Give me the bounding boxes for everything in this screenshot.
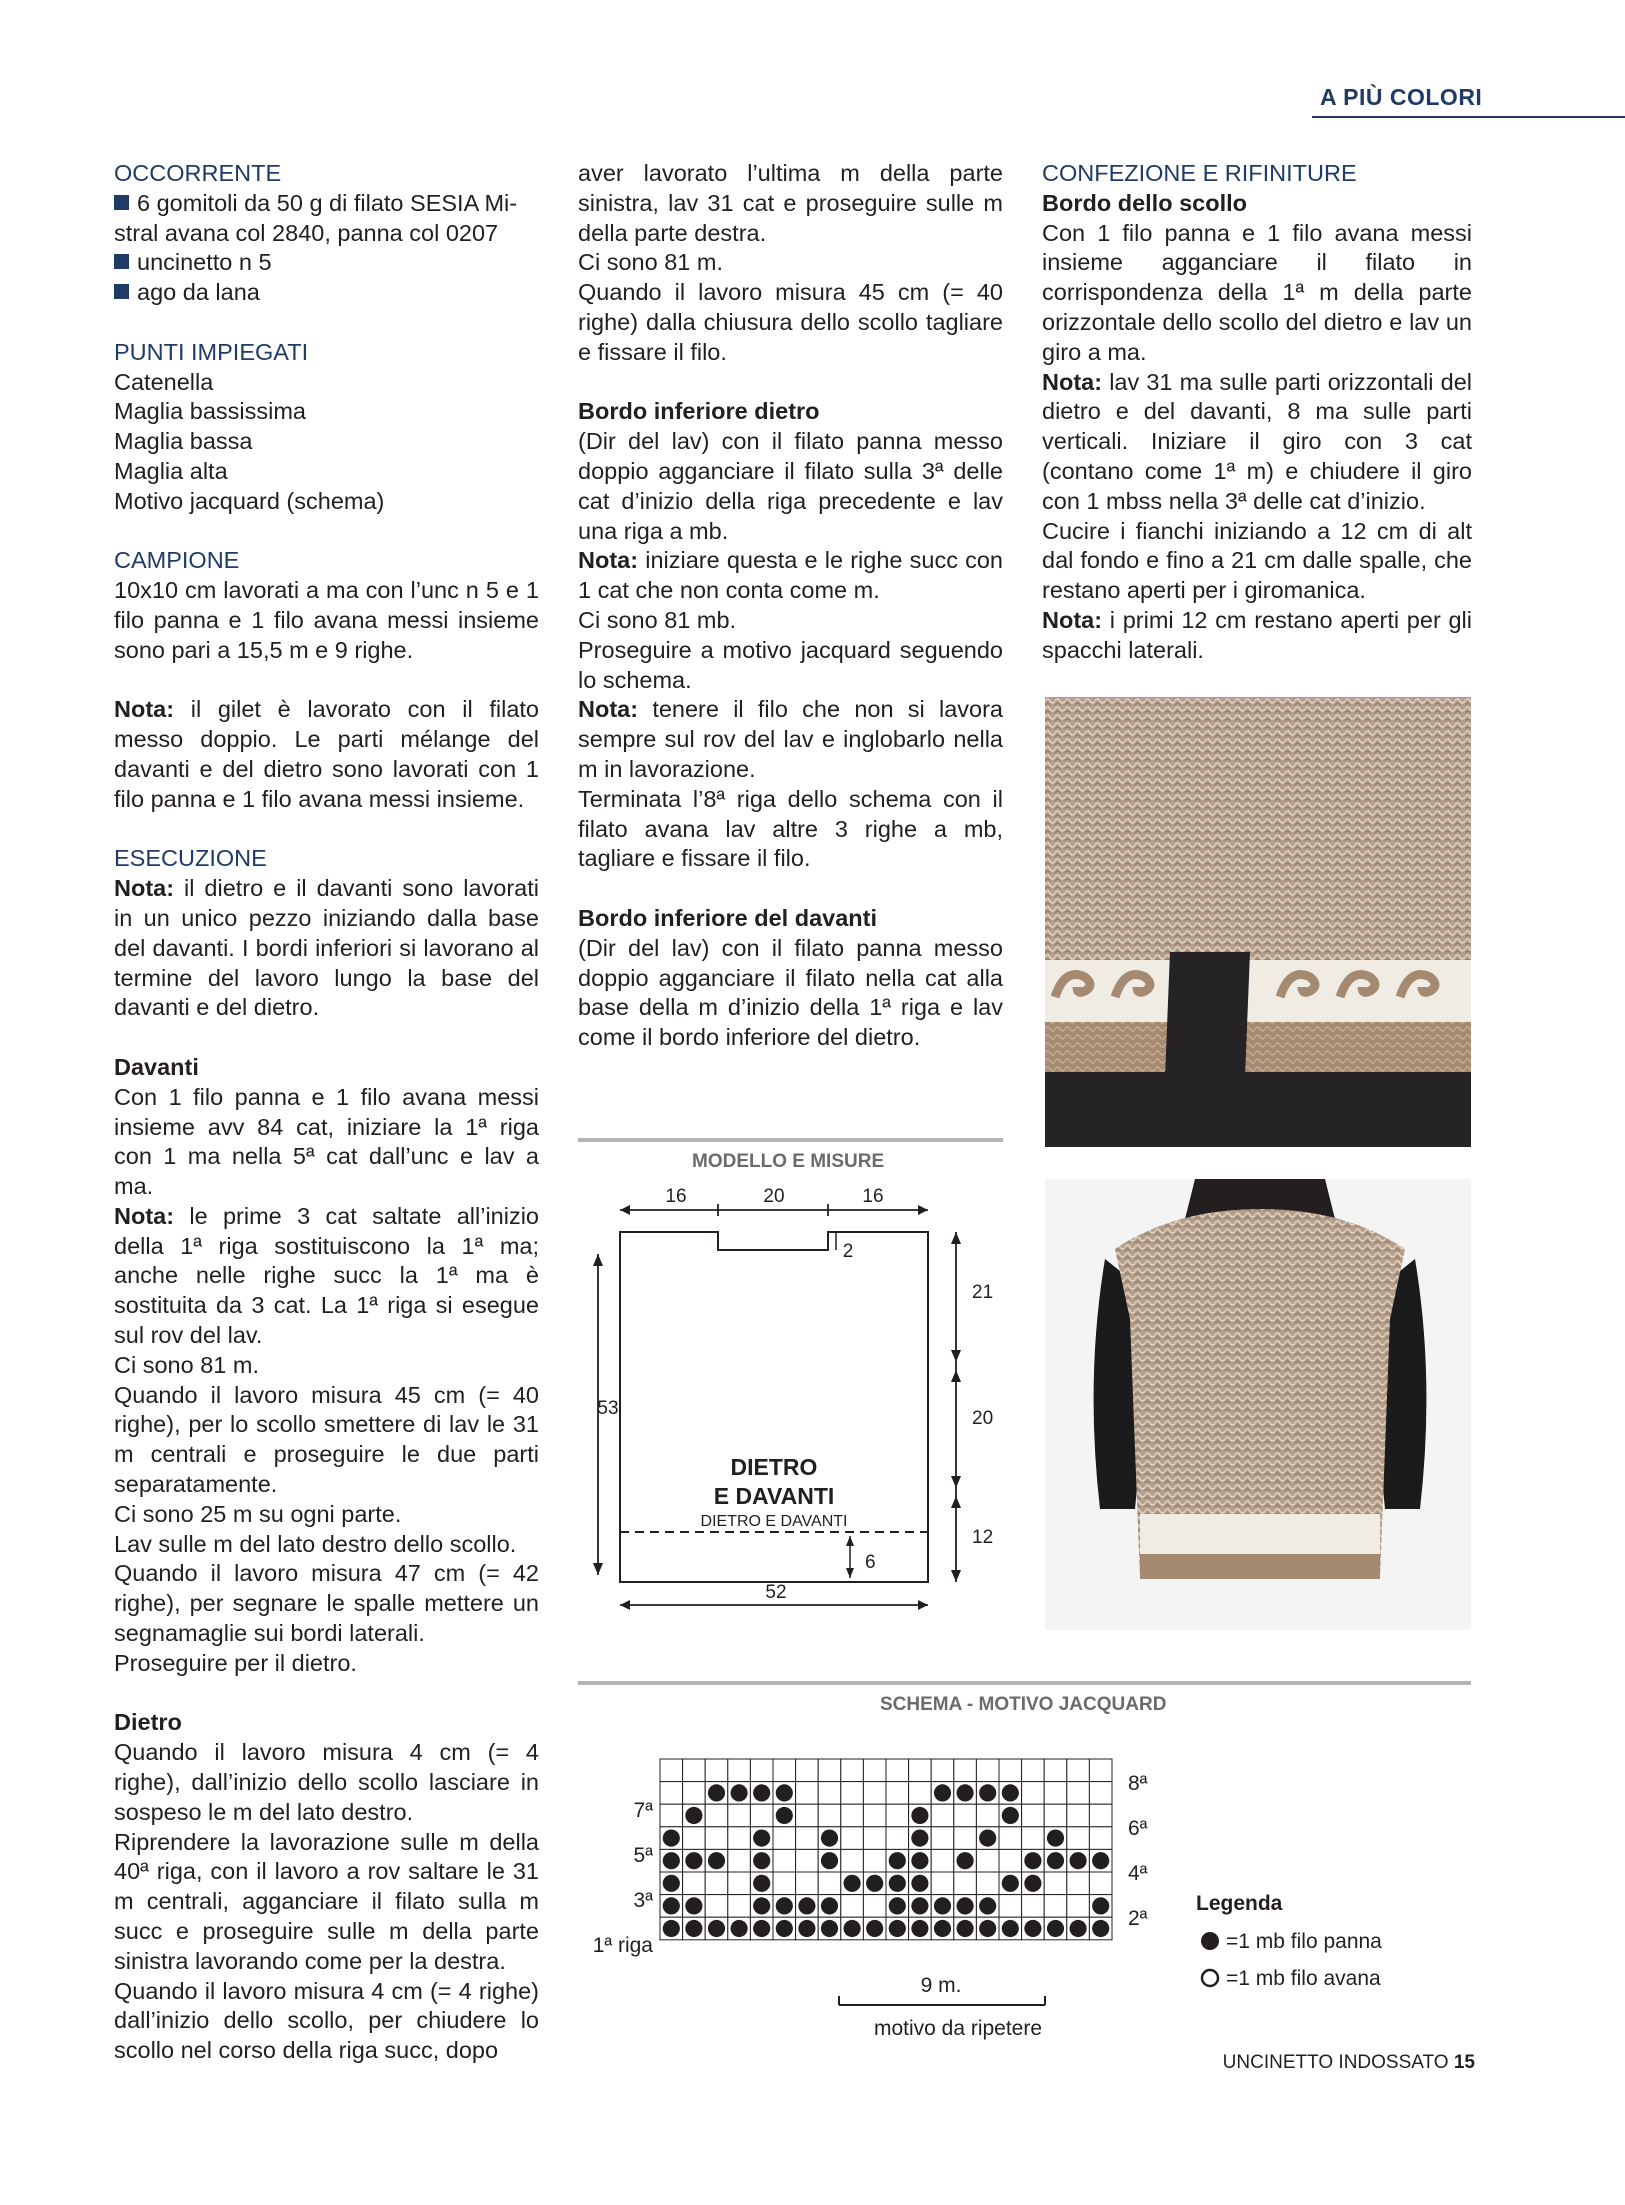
stitch-dot xyxy=(753,1852,770,1869)
piece-label-2: E DAVANTI xyxy=(713,1483,835,1509)
stitch-dot xyxy=(844,1875,861,1892)
paragraph: Ci sono 81 m. xyxy=(114,1351,259,1378)
stitch-dot xyxy=(957,1920,974,1937)
stitch-dot xyxy=(685,1807,702,1824)
stitch-dot xyxy=(753,1897,770,1914)
grid-cell xyxy=(954,1804,977,1827)
heading-occorrente: OCCORRENTE xyxy=(114,160,282,186)
stitch-dot xyxy=(1002,1875,1019,1892)
list-item: Motivo jacquard (schema) xyxy=(114,487,385,514)
jacquard-chart xyxy=(578,1750,1471,2060)
grid-cell xyxy=(796,1872,819,1895)
stitch-dot xyxy=(957,1897,974,1914)
stitch-dot xyxy=(1070,1920,1087,1937)
photo-back-detail-art xyxy=(1045,697,1471,1147)
stitch-dot xyxy=(1047,1852,1064,1869)
grid-cell xyxy=(999,1895,1022,1918)
grid-cell xyxy=(931,1759,954,1782)
row-label-7: 7ª xyxy=(633,1799,653,1822)
repeat-label: motivo da ripetere xyxy=(873,2017,1043,2040)
grid-cell xyxy=(1044,1804,1067,1827)
grid-cell xyxy=(683,1782,706,1805)
dim-right-bottom: 12 xyxy=(972,1527,994,1548)
grid-cell xyxy=(660,1759,683,1782)
grid-cell xyxy=(750,1759,773,1782)
bullet-icon xyxy=(114,195,129,210)
column-2 xyxy=(578,159,1003,1053)
paragraph: Quando il lavoro misura 47 cm (= 42 righe), per segnare le spalle mettere un segnamaglie sui bordi laterali. xyxy=(114,1560,539,1647)
grid-cell xyxy=(728,1827,751,1850)
stitch-dot xyxy=(663,1897,680,1914)
stitch-dot xyxy=(663,1875,680,1892)
section-header: A PIÙ COLORI xyxy=(1320,84,1483,110)
stitch-dot xyxy=(753,1875,770,1892)
stitch-dot xyxy=(1024,1920,1041,1937)
nota-paragraph: Nota: il gilet è lavorato con il filato messo doppio. Le parti mélange del davanti e del dietro sono lavorati con 1 filo panna e 1 filo avana messi insieme. xyxy=(114,696,540,812)
size-diagram xyxy=(578,1180,1008,1630)
list-item: Catenella xyxy=(114,368,214,395)
dim-top-right: 16 xyxy=(862,1186,884,1207)
grid-cell xyxy=(750,1804,773,1827)
stitch-dot xyxy=(776,1784,793,1801)
column-1 xyxy=(114,159,539,2066)
list-item-cont: stral avana col 2840, panna col 0207 xyxy=(114,219,499,246)
legend-filled: =1 mb filo panna xyxy=(1226,1930,1382,1953)
grid-cell xyxy=(954,1759,977,1782)
grid-cell xyxy=(931,1872,954,1895)
grid-cell xyxy=(863,1827,886,1850)
heading-davanti: Davanti xyxy=(114,1053,199,1080)
grid-cell xyxy=(1044,1782,1067,1805)
grid-cell xyxy=(1067,1782,1090,1805)
grid-cell xyxy=(886,1782,909,1805)
grid-cell xyxy=(705,1872,728,1895)
grid-cell xyxy=(683,1759,706,1782)
stitch-dot xyxy=(911,1830,928,1847)
grid-cell xyxy=(886,1827,909,1850)
grid-cell xyxy=(660,1782,683,1805)
stitch-dot xyxy=(979,1897,996,1914)
stitch-dot xyxy=(1047,1830,1064,1847)
grid-cell xyxy=(728,1872,751,1895)
stitch-dot xyxy=(1002,1807,1019,1824)
stitch-dot xyxy=(866,1875,883,1892)
stitch-dot xyxy=(911,1897,928,1914)
list-item: Maglia bassissima xyxy=(114,398,306,425)
grid-cell xyxy=(796,1804,819,1827)
grid-cell xyxy=(886,1804,909,1827)
stitch-dot xyxy=(911,1875,928,1892)
grid-cell xyxy=(1022,1827,1045,1850)
grid-cell xyxy=(1089,1804,1112,1827)
grid-cell xyxy=(909,1759,932,1782)
stitch-dot xyxy=(685,1852,702,1869)
figure-title: MODELLO E MISURE xyxy=(692,1151,885,1172)
nota-paragraph: Nota: tenere il filo che non si lavora sempre sul rov del lav e inglobarlo nella m in lavorazione. xyxy=(578,696,1004,782)
paragraph: Ci sono 81 mb. xyxy=(578,606,737,633)
grid-cell xyxy=(841,1759,864,1782)
stitch-dot xyxy=(979,1830,996,1847)
grid-cell xyxy=(954,1872,977,1895)
stitch-dot xyxy=(889,1920,906,1937)
stitch-dot xyxy=(663,1830,680,1847)
grid-cell xyxy=(773,1872,796,1895)
grid-cell xyxy=(976,1849,999,1872)
photo-model-back-art xyxy=(1045,1179,1471,1630)
grid-cell xyxy=(954,1827,977,1850)
stitch-dot xyxy=(731,1784,748,1801)
stitch-dot xyxy=(821,1830,838,1847)
grid-cell xyxy=(1022,1895,1045,1918)
piece-label-3: DIETRO E DAVANTI xyxy=(700,1513,848,1530)
grid-cell xyxy=(728,1759,751,1782)
nota-paragraph: Nota: il dietro e il davanti sono lavorati in un unico pezzo iniziando dalla base del davanti. I bordi inferiori si lavorano al termine del lavoro lungo la base del davanti e del dietro. xyxy=(114,875,540,1021)
stitch-dot xyxy=(911,1807,928,1824)
stitch-dot xyxy=(708,1920,725,1937)
stitch-dot xyxy=(844,1920,861,1937)
figure-rule xyxy=(578,1138,1003,1142)
grid-cell xyxy=(773,1849,796,1872)
list-item: Maglia alta xyxy=(114,457,228,484)
list-item: ago da lana xyxy=(114,278,539,308)
grid-cell xyxy=(728,1849,751,1872)
grid-cell xyxy=(1022,1782,1045,1805)
grid-cell xyxy=(683,1872,706,1895)
stitch-dot xyxy=(934,1784,951,1801)
grid-cell xyxy=(976,1759,999,1782)
grid-cell xyxy=(1067,1895,1090,1918)
legend-empty: =1 mb filo avana xyxy=(1226,1967,1381,1990)
row-label-1: 1ª riga xyxy=(592,1934,653,1957)
stitch-dot xyxy=(979,1920,996,1937)
bullet-icon xyxy=(114,254,129,269)
paragraph: Ci sono 25 m su ogni parte. xyxy=(114,1500,402,1527)
stitch-dot xyxy=(1002,1784,1019,1801)
stitch-dot xyxy=(957,1852,974,1869)
grid-cell xyxy=(1022,1759,1045,1782)
grid-cell xyxy=(1089,1782,1112,1805)
row-label-6: 6ª xyxy=(1128,1817,1148,1840)
grid-cell xyxy=(909,1782,932,1805)
dim-right-middle: 20 xyxy=(972,1408,994,1429)
nota-paragraph: Nota: lav 31 ma sulle parti orizzontali del dietro e del davanti, 8 ma sulle parti verticali. Iniziare il giro con 3 cat (contano come 1ª m) e chiudere il giro con 1 mbss nella 3ª delle cat d’inizio. xyxy=(1042,368,1473,514)
paragraph: Quando il lavoro misura 4 cm (= 4 righe), dall’inizio dello scollo lasciare in sospeso le m del lato destro. xyxy=(114,1739,539,1825)
stitch-dot xyxy=(866,1920,883,1937)
grid-cell xyxy=(818,1872,841,1895)
stitch-dot xyxy=(821,1852,838,1869)
figure-rule xyxy=(578,1681,1471,1685)
dim-bottom-depth: 6 xyxy=(865,1552,876,1573)
grid-cell xyxy=(886,1759,909,1782)
dim-right-top: 21 xyxy=(972,1282,994,1303)
stitch-dot xyxy=(685,1920,702,1937)
stitch-dot xyxy=(1024,1852,1041,1869)
stitch-dot xyxy=(753,1830,770,1847)
stitch-dot xyxy=(911,1920,928,1937)
grid-cell xyxy=(841,1849,864,1872)
stitch-dot xyxy=(889,1897,906,1914)
grid-cell xyxy=(1089,1827,1112,1850)
page-number: 15 xyxy=(1453,2052,1475,2073)
grid-cell xyxy=(1067,1827,1090,1850)
grid-cell xyxy=(999,1827,1022,1850)
heading-bordo-dietro: Bordo inferiore dietro xyxy=(578,398,820,425)
list-item: uncinetto n 5 xyxy=(114,248,539,278)
grid-cell xyxy=(796,1759,819,1782)
stitch-dot xyxy=(911,1852,928,1869)
legend-filled-icon xyxy=(1201,1932,1219,1950)
photo-back-detail xyxy=(1045,697,1471,1147)
magazine-name: UNCINETTO INDOSSATO xyxy=(1222,2052,1449,2073)
grid-cell xyxy=(705,1895,728,1918)
stitch-dot xyxy=(798,1920,815,1937)
repeat-count: 9 m. xyxy=(920,1974,962,1997)
heading-campione: CAMPIONE xyxy=(114,547,240,574)
stitch-dot xyxy=(1070,1852,1087,1869)
stitch-dot xyxy=(934,1920,951,1937)
stitch-dot xyxy=(821,1920,838,1937)
grid-cell xyxy=(728,1804,751,1827)
grid-cell xyxy=(863,1782,886,1805)
heading-confezione: CONFEZIONE E RIFINITURE xyxy=(1042,160,1357,186)
paragraph: Terminata l’8ª riga dello schema con il filato avana lav altre 3 righe a mb, tagliare e fissare il filo. xyxy=(578,785,1003,872)
stitch-dot xyxy=(1024,1875,1041,1892)
paragraph: Proseguire a motivo jacquard seguendo lo schema. xyxy=(578,636,1003,693)
paragraph: Lav sulle m del lato destro dello scollo. xyxy=(114,1530,517,1557)
paragraph: aver lavorato l’ultima m della parte sinistra, lav 31 cat e proseguire sulle m della parte destra. xyxy=(578,160,1003,246)
grid-cell xyxy=(705,1759,728,1782)
grid-cell xyxy=(796,1849,819,1872)
stitch-dot xyxy=(1092,1852,1109,1869)
grid-cell xyxy=(841,1804,864,1827)
grid-cell xyxy=(1044,1759,1067,1782)
stitch-dot xyxy=(708,1852,725,1869)
legend-title: Legenda xyxy=(1196,1892,1283,1915)
grid-cell xyxy=(999,1849,1022,1872)
stitch-dot xyxy=(889,1875,906,1892)
dim-top-center: 20 xyxy=(763,1186,785,1207)
bullet-icon xyxy=(114,284,129,299)
grid-cell xyxy=(1044,1895,1067,1918)
grid-cell xyxy=(1089,1872,1112,1895)
paragraph: Quando il lavoro misura 45 cm (= 40 righe) dalla chiusura dello scollo tagliare e fissare il filo. xyxy=(578,279,1003,365)
dim-left: 53 xyxy=(597,1398,619,1419)
dim-neck: 2 xyxy=(842,1241,854,1262)
grid-cell xyxy=(863,1804,886,1827)
grid-cell xyxy=(660,1804,683,1827)
grid-cell xyxy=(1044,1872,1067,1895)
grid-cell xyxy=(976,1804,999,1827)
piece-label-1: DIETRO xyxy=(730,1454,818,1480)
paragraph: Con 1 filo panna e 1 filo avana messi insieme avv 84 cat, iniziare la 1ª riga con 1 ma nella 5ª cat dall’unc e lav a ma. xyxy=(114,1083,539,1200)
nota-paragraph: Nota: i primi 12 cm restano aperti per gli spacchi laterali. xyxy=(1042,606,1472,663)
grid-cell xyxy=(773,1827,796,1850)
paragraph: (Dir del lav) con il filato panna messo doppio agganciare il filato nella cat alla base della m d’inizio della 1ª riga e lav come il bordo inferiore del dietro. xyxy=(578,934,1003,1051)
row-label-3: 3ª xyxy=(633,1889,653,1912)
grid-cell xyxy=(1089,1759,1112,1782)
grid-cell xyxy=(931,1849,954,1872)
grid-cell xyxy=(1022,1804,1045,1827)
stitch-dot xyxy=(1047,1920,1064,1937)
grid-cell xyxy=(683,1827,706,1850)
column-3 xyxy=(1042,159,1472,666)
legend-empty-icon xyxy=(1202,1970,1218,1986)
nota-paragraph: Nota: le prime 3 cat saltate all’inizio della 1ª riga sostituiscono la 1ª ma; anche nelle righe succ la 1ª ma è sostituita da 3 cat. La 1ª riga si esegue sul rov del lav. xyxy=(114,1202,539,1349)
grid-cell xyxy=(863,1895,886,1918)
stitch-dot xyxy=(1092,1920,1109,1937)
paragraph: Riprendere la lavorazione sulle m della 40ª riga, con il lavoro a rov saltare le 31 m centrali, agganciare il filato sulla m succ e proseguire sulle m della parte sinistra lavorando come per la destra. xyxy=(114,1828,539,1974)
grid-cell xyxy=(705,1827,728,1850)
row-label-4: 4ª xyxy=(1128,1862,1148,1885)
list-item: Maglia bassa xyxy=(114,428,253,455)
stitch-dot xyxy=(776,1920,793,1937)
stitch-dot xyxy=(663,1920,680,1937)
paragraph: Ci sono 81 m. xyxy=(578,249,723,276)
campione-text: 10x10 cm lavorati a ma con l’unc n 5 e 1 filo panna e 1 filo avana messi insieme sono pari a 15,5 m e 9 righe. xyxy=(114,577,539,663)
grid-cell xyxy=(931,1827,954,1850)
stitch-dot xyxy=(685,1897,702,1914)
grid-cell xyxy=(976,1872,999,1895)
stitch-dot xyxy=(663,1852,680,1869)
grid-cell xyxy=(818,1804,841,1827)
stitch-dot xyxy=(753,1784,770,1801)
header-rule xyxy=(1312,116,1625,118)
grid-cell xyxy=(999,1759,1022,1782)
grid-cell xyxy=(818,1782,841,1805)
grid-cell xyxy=(841,1782,864,1805)
stitch-dot xyxy=(934,1897,951,1914)
paragraph: (Dir del lav) con il filato panna messo doppio agganciare il filato sulla 3ª delle cat d’inizio della riga precedente e lav una riga a mb. xyxy=(578,428,1003,544)
grid-cell xyxy=(818,1759,841,1782)
page-footer xyxy=(1223,2052,1475,2074)
stitch-dot xyxy=(776,1897,793,1914)
dim-top-left: 16 xyxy=(665,1186,687,1207)
stitch-dot xyxy=(821,1897,838,1914)
grid-cell xyxy=(796,1782,819,1805)
stitch-dot xyxy=(708,1784,725,1801)
heading-punti: PUNTI IMPIEGATI xyxy=(114,338,309,365)
stitch-dot xyxy=(889,1852,906,1869)
grid-cell xyxy=(841,1895,864,1918)
paragraph: Cucire i fianchi iniziando a 12 cm di alt dal fondo e fino a 21 cm dalle spalle, che restano aperti per i giromanica. xyxy=(1042,517,1472,604)
grid-cell xyxy=(1067,1872,1090,1895)
paragraph: Proseguire per il dietro. xyxy=(114,1649,357,1676)
stitch-dot xyxy=(798,1897,815,1914)
photo-model-back xyxy=(1045,1179,1471,1630)
grid-cell xyxy=(796,1827,819,1850)
stitch-dot xyxy=(753,1920,770,1937)
grid-cell xyxy=(841,1827,864,1850)
paragraph: Quando il lavoro misura 45 cm (= 40 righe), per lo scollo smettere di lav le 31 m centrali e proseguire le due parti separatamente. xyxy=(114,1381,539,1498)
row-label-8: 8ª xyxy=(1128,1772,1148,1795)
row-label-2: 2ª xyxy=(1128,1907,1148,1930)
grid-cell xyxy=(1067,1759,1090,1782)
grid-cell xyxy=(773,1759,796,1782)
stitch-dot xyxy=(1002,1920,1019,1937)
stitch-dot xyxy=(731,1920,748,1937)
stitch-dot xyxy=(979,1784,996,1801)
grid-cell xyxy=(728,1895,751,1918)
nota-paragraph: Nota: iniziare questa e le righe succ con 1 cat che non conta come m. xyxy=(578,547,1003,604)
grid-cell xyxy=(1067,1804,1090,1827)
heading-esecuzione: ESECUZIONE xyxy=(114,845,267,872)
grid-cell xyxy=(705,1804,728,1827)
row-label-5: 5ª xyxy=(633,1844,653,1867)
grid-cell xyxy=(931,1804,954,1827)
stitch-dot xyxy=(776,1807,793,1824)
grid-cell xyxy=(863,1759,886,1782)
heading-bordo-scollo: Bordo dello scollo xyxy=(1042,189,1247,216)
figure-title: SCHEMA - MOTIVO JACQUARD xyxy=(880,1694,1167,1715)
heading-bordo-davanti: Bordo inferiore del davanti xyxy=(578,904,878,931)
dim-bottom-width: 52 xyxy=(765,1582,787,1603)
list-item: 6 gomitoli da 50 g di filato SESIA Mi- xyxy=(114,189,539,219)
stitch-dot xyxy=(957,1784,974,1801)
heading-dietro: Dietro xyxy=(114,1709,182,1736)
paragraph: Quando il lavoro misura 4 cm (= 4 righe) dall’inizio dello scollo, per chiudere lo scollo nel corso della riga succ, dopo xyxy=(114,1977,539,2064)
stitch-dot xyxy=(1092,1897,1109,1914)
paragraph: Con 1 filo panna e 1 filo avana messi insieme agganciare il filato in corrispondenza della 1ª m della parte orizzontale dello scollo del dietro e lav un giro a ma. xyxy=(1042,219,1472,365)
grid-cell xyxy=(863,1849,886,1872)
